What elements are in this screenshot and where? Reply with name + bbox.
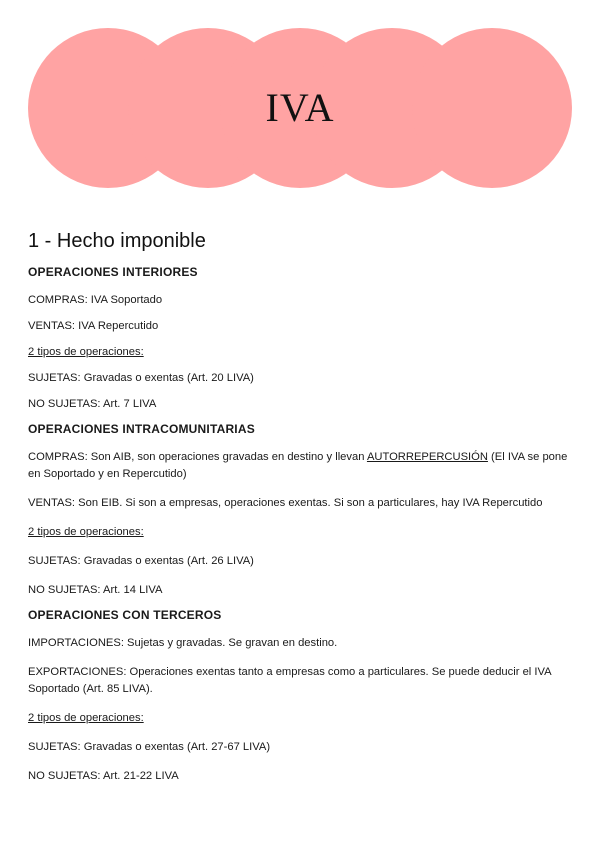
intra-tipos: 2 tipos de operaciones: [28, 526, 144, 538]
terceros-tipos: 2 tipos de operaciones: [28, 712, 144, 724]
terceros-importaciones: IMPORTACIONES: Sujetas y gravadas. Se gravan en destino. [28, 637, 338, 649]
document-body [28, 230, 576, 794]
heading-terceros: OPERACIONES CON TERCEROS [28, 608, 222, 622]
heading-intracomunitarias: OPERACIONES INTRACOMUNITARIAS [28, 422, 255, 436]
autorrepercusion-link[interactable]: AUTORREPERCUSIÓN [366, 451, 488, 463]
page-title: IVA [265, 85, 335, 130]
interiores-compras: COMPRAS: IVA Soportado [28, 294, 163, 306]
terceros-sujetas: SUJETAS: Gravadas o exentas (Art. 27-67 LIVA) [28, 741, 271, 753]
intra-ventas: VENTAS: Son EIB. Si son a empresas, operaciones exentas. Si son a particulares, hay IVA Repercutido [28, 497, 543, 509]
heading-interiores: OPERACIONES INTERIORES [28, 265, 198, 279]
header-banner [0, 0, 600, 200]
intra-sujetas: SUJETAS: Gravadas o exentas (Art. 26 LIVA) [28, 555, 254, 567]
interiores-tipos: 2 tipos de operaciones: [28, 346, 144, 358]
terceros-no-sujetas: NO SUJETAS: Art. 21-22 LIVA [28, 770, 179, 782]
intra-compras [28, 449, 576, 483]
intra-compras-text-2: (El IVA se pone en Soportado y en Repercutido) [28, 451, 568, 480]
intra-no-sujetas: NO SUJETAS: Art. 14 LIVA [28, 584, 163, 596]
interiores-sujetas: SUJETAS: Gravadas o exentas (Art. 20 LIVA) [28, 372, 254, 384]
section-title: 1 - Hecho imponible [28, 230, 206, 252]
terceros-exportaciones: EXPORTACIONES: Operaciones exentas tanto a empresas como a particulares. Se puede deducir el IVA Soportado (Art. 85 LIVA). [28, 666, 551, 695]
interiores-no-sujetas: NO SUJETAS: Art. 7 LIVA [28, 398, 157, 410]
intra-compras-text: COMPRAS: Son AIB, son operaciones gravadas en destino y llevan [28, 451, 367, 463]
interiores-ventas: VENTAS: IVA Repercutido [28, 320, 159, 332]
